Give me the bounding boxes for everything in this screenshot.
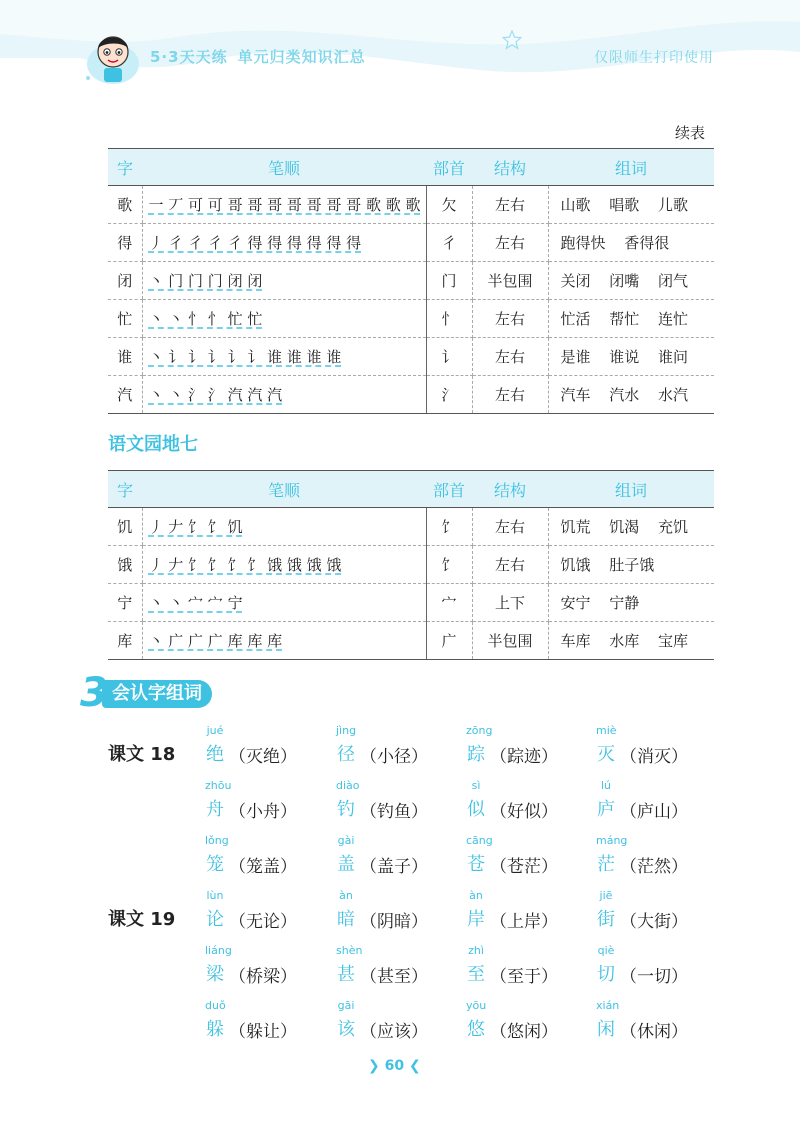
pinyin: àn — [469, 889, 483, 902]
continued-label: 续表 — [674, 124, 705, 142]
stroke-order: 丶 广 广 广 库 库 库 — [148, 632, 283, 650]
vocab-item — [336, 889, 466, 939]
pinyin: zhōu — [205, 779, 232, 792]
row-structure: 半包围 — [472, 262, 548, 300]
header-char: 字 — [108, 149, 142, 186]
vocab-item — [596, 779, 726, 829]
header-radical: 部首 — [426, 149, 472, 186]
vocab-word: （桥梁） — [229, 967, 297, 987]
vocab-char: 街 — [597, 909, 615, 930]
table-row — [108, 508, 714, 546]
pinyin: zōng — [466, 724, 493, 737]
row-char: 歌 — [108, 186, 142, 224]
pinyin: àn — [339, 889, 353, 902]
vocab-word: （一切） — [620, 967, 688, 987]
header-radical: 部首 — [426, 471, 472, 508]
mascot-icon — [82, 28, 144, 86]
vocab-char: 踪 — [467, 744, 485, 765]
vocab-word: （甚至） — [360, 967, 428, 987]
vocab-item — [596, 999, 726, 1049]
section3-title: 会认字组词 — [102, 680, 212, 708]
pinyin: cāng — [466, 834, 493, 847]
row-radical: 讠 — [426, 338, 472, 376]
row-structure: 左右 — [472, 300, 548, 338]
vocab-word: （阴暗） — [360, 912, 428, 932]
table-row — [108, 376, 714, 414]
stroke-order: 丶 丶 宀 宀 宁 — [148, 594, 243, 612]
stroke-order: 丿 𠂇 饣 饣 饥 — [148, 518, 243, 536]
pinyin: jìng — [336, 724, 357, 737]
header-subtitle: 单元归类知识汇总 — [237, 48, 366, 66]
vocab-char: 悠 — [467, 1019, 485, 1040]
pinyin: yōu — [466, 999, 487, 1012]
leaf-left-icon: ❯ — [368, 1058, 380, 1074]
row-structure: 左右 — [472, 224, 548, 262]
stroke-table-1 — [108, 148, 714, 414]
row-char: 得 — [108, 224, 142, 262]
row-structure: 左右 — [472, 338, 548, 376]
pinyin: qiè — [597, 944, 615, 957]
table-row — [108, 622, 714, 660]
vocab-word: （盖子） — [360, 857, 428, 877]
header-structure: 结构 — [472, 149, 548, 186]
header-brand: 5·3天天练 — [150, 48, 228, 66]
pinyin: máng — [596, 834, 628, 847]
pinyin: xián — [596, 999, 620, 1012]
row-radical: 饣 — [426, 546, 472, 584]
vocab-word: （苍茫） — [490, 857, 558, 877]
vocab-word: （上岸） — [490, 912, 558, 932]
row-radical: 欠 — [426, 186, 472, 224]
header-right-note: 仅限师生打印使用 — [594, 50, 714, 66]
table-row — [108, 186, 714, 224]
row-char: 饿 — [108, 546, 142, 584]
header-words: 组词 — [548, 149, 714, 186]
leaf-right-icon: ❮ — [408, 1058, 421, 1074]
row-char: 谁 — [108, 338, 142, 376]
pinyin: liáng — [205, 944, 232, 957]
row-radical: 氵 — [426, 376, 472, 414]
row-char: 库 — [108, 622, 142, 660]
page-number-block — [368, 1058, 421, 1074]
row-structure: 半包围 — [472, 622, 548, 660]
pinyin: jué — [206, 724, 224, 737]
table-header-row — [108, 149, 714, 186]
vocab-item — [336, 724, 466, 774]
table-row — [108, 224, 714, 262]
table-row — [108, 338, 714, 376]
vocab-item — [205, 889, 335, 939]
vocab-item — [466, 944, 596, 994]
vocab-word: （钓鱼） — [360, 802, 428, 822]
vocab-item — [596, 889, 726, 939]
vocab-word: （应该） — [360, 1022, 428, 1042]
vocab-item — [466, 889, 596, 939]
pinyin: diào — [336, 779, 360, 792]
row-structure: 左右 — [472, 546, 548, 584]
vocab-item — [205, 779, 335, 829]
stroke-order: 丶 丶 忄 忄 忙 忙 — [148, 310, 263, 328]
stroke-order: 一 丆 可 可 哥 哥 哥 哥 哥 哥 哥 歌 歌 歌 — [148, 196, 421, 214]
row-words: 饥荒 饥渴 充饥 — [548, 508, 714, 546]
vocab-char: 暗 — [337, 909, 355, 930]
row-radical: 宀 — [426, 584, 472, 622]
row-words: 关闭 闭嘴 闭气 — [548, 262, 714, 300]
vocab-item — [596, 834, 726, 884]
vocab-char: 该 — [337, 1019, 355, 1040]
pinyin: sì — [471, 779, 481, 792]
vocab-char: 径 — [337, 744, 355, 765]
vocab-char: 躲 — [206, 1019, 224, 1040]
vocab-char: 至 — [467, 964, 485, 985]
row-radical: 广 — [426, 622, 472, 660]
vocab-item — [336, 999, 466, 1049]
vocab-item — [336, 834, 466, 884]
vocab-char: 灭 — [597, 744, 615, 765]
table-row — [108, 300, 714, 338]
vocab-word: （茫然） — [620, 857, 688, 877]
pinyin: lǒng — [205, 834, 229, 847]
row-words: 饥饿 肚子饿 — [548, 546, 714, 584]
pinyin: shèn — [336, 944, 363, 957]
stroke-order: 丶 丶 氵 氵 汽 汽 汽 — [148, 386, 283, 404]
vocab-item — [205, 834, 335, 884]
pinyin: jiē — [599, 889, 613, 902]
vocab-word: （悠闲） — [490, 1022, 558, 1042]
table-header-row — [108, 471, 714, 508]
vocab-item — [466, 834, 596, 884]
stroke-order: 丿 𠂇 饣 饣 饣 饣 饿 饿 饿 饿 — [148, 556, 342, 574]
vocab-char: 梁 — [206, 964, 224, 985]
vocab-char: 甚 — [337, 964, 355, 985]
row-radical: 门 — [426, 262, 472, 300]
pinyin: miè — [596, 724, 617, 737]
vocab-word: （灭绝） — [229, 747, 297, 767]
row-words: 汽车 汽水 水汽 — [548, 376, 714, 414]
vocab-item — [596, 724, 726, 774]
section3-number: 3 — [80, 670, 108, 716]
stroke-order: 丿 彳 彳 彳 彳 得 得 得 得 得 得 — [148, 234, 362, 252]
pinyin: gāi — [337, 999, 355, 1012]
section-title-garden: 语文园地七 — [108, 434, 198, 455]
pinyin: lùn — [206, 889, 224, 902]
pinyin: zhì — [468, 944, 484, 957]
vocab-char: 绝 — [206, 744, 224, 765]
row-words: 跑得快 香得很 — [548, 224, 714, 262]
vocab-item — [596, 944, 726, 994]
table-row — [108, 262, 714, 300]
row-char: 宁 — [108, 584, 142, 622]
header-strokes: 笔顺 — [142, 149, 426, 186]
vocab-word: （笼盖） — [229, 857, 297, 877]
vocab-item — [205, 944, 335, 994]
header-strokes: 笔顺 — [142, 471, 426, 508]
vocab-word: （至于） — [490, 967, 558, 987]
row-char: 饥 — [108, 508, 142, 546]
header-char: 字 — [108, 471, 142, 508]
vocab-item — [205, 724, 335, 774]
row-radical: 彳 — [426, 224, 472, 262]
row-structure: 左右 — [472, 376, 548, 414]
pinyin: duǒ — [205, 999, 226, 1012]
row-char: 闭 — [108, 262, 142, 300]
lesson-label-19: 课文 19 — [108, 909, 176, 930]
vocab-word: （好似） — [490, 802, 558, 822]
header-title — [150, 46, 366, 67]
stroke-table-2 — [108, 470, 714, 660]
vocab-word: （庐山） — [620, 802, 688, 822]
vocab-char: 论 — [206, 909, 224, 930]
table-row — [108, 584, 714, 622]
vocab-word: （休闲） — [620, 1022, 688, 1042]
row-words: 是谁 谁说 谁问 — [548, 338, 714, 376]
stroke-order: 丶 门 门 门 闭 闭 — [148, 272, 263, 290]
row-words: 山歌 唱歌 儿歌 — [548, 186, 714, 224]
lesson-label-18: 课文 18 — [108, 744, 176, 765]
vocab-char: 庐 — [597, 799, 615, 820]
vocab-item — [205, 999, 335, 1049]
vocab-item — [466, 779, 596, 829]
vocab-word: （小径） — [360, 747, 428, 767]
stroke-order: 丶 讠 讠 讠 讠 讠 谁 谁 谁 谁 — [148, 348, 342, 366]
pinyin: lú — [600, 779, 612, 792]
row-structure: 左右 — [472, 186, 548, 224]
row-words: 车库 水库 宝库 — [548, 622, 714, 660]
row-words: 忙活 帮忙 连忙 — [548, 300, 714, 338]
row-radical: 忄 — [426, 300, 472, 338]
vocab-word: （小舟） — [229, 802, 297, 822]
vocab-item — [466, 999, 596, 1049]
row-char: 汽 — [108, 376, 142, 414]
vocab-char: 钓 — [337, 799, 355, 820]
pinyin: gài — [337, 834, 355, 847]
vocab-char: 茫 — [597, 854, 615, 875]
row-char: 忙 — [108, 300, 142, 338]
vocab-item — [466, 724, 596, 774]
row-words: 安宁 宁静 — [548, 584, 714, 622]
vocab-item — [336, 779, 466, 829]
vocab-word: （大街） — [620, 912, 688, 932]
row-structure: 左右 — [472, 508, 548, 546]
row-structure: 上下 — [472, 584, 548, 622]
vocab-word: （踪迹） — [490, 747, 558, 767]
header-words: 组词 — [548, 471, 714, 508]
row-radical: 饣 — [426, 508, 472, 546]
table-row — [108, 546, 714, 584]
vocab-char: 盖 — [337, 854, 355, 875]
vocab-word: （消灭） — [620, 747, 688, 767]
vocab-char: 闲 — [597, 1019, 615, 1040]
vocab-char: 舟 — [206, 799, 224, 820]
vocab-char: 笼 — [206, 854, 224, 875]
vocab-char: 岸 — [467, 909, 485, 930]
vocab-char: 苍 — [467, 854, 485, 875]
vocab-word: （躲让） — [229, 1022, 297, 1042]
page-number: 60 — [384, 1058, 405, 1074]
vocab-char: 似 — [467, 799, 485, 820]
header-structure: 结构 — [472, 471, 548, 508]
vocab-item — [336, 944, 466, 994]
vocab-word: （无论） — [229, 912, 297, 932]
star-icon — [502, 30, 522, 50]
vocab-char: 切 — [597, 964, 615, 985]
